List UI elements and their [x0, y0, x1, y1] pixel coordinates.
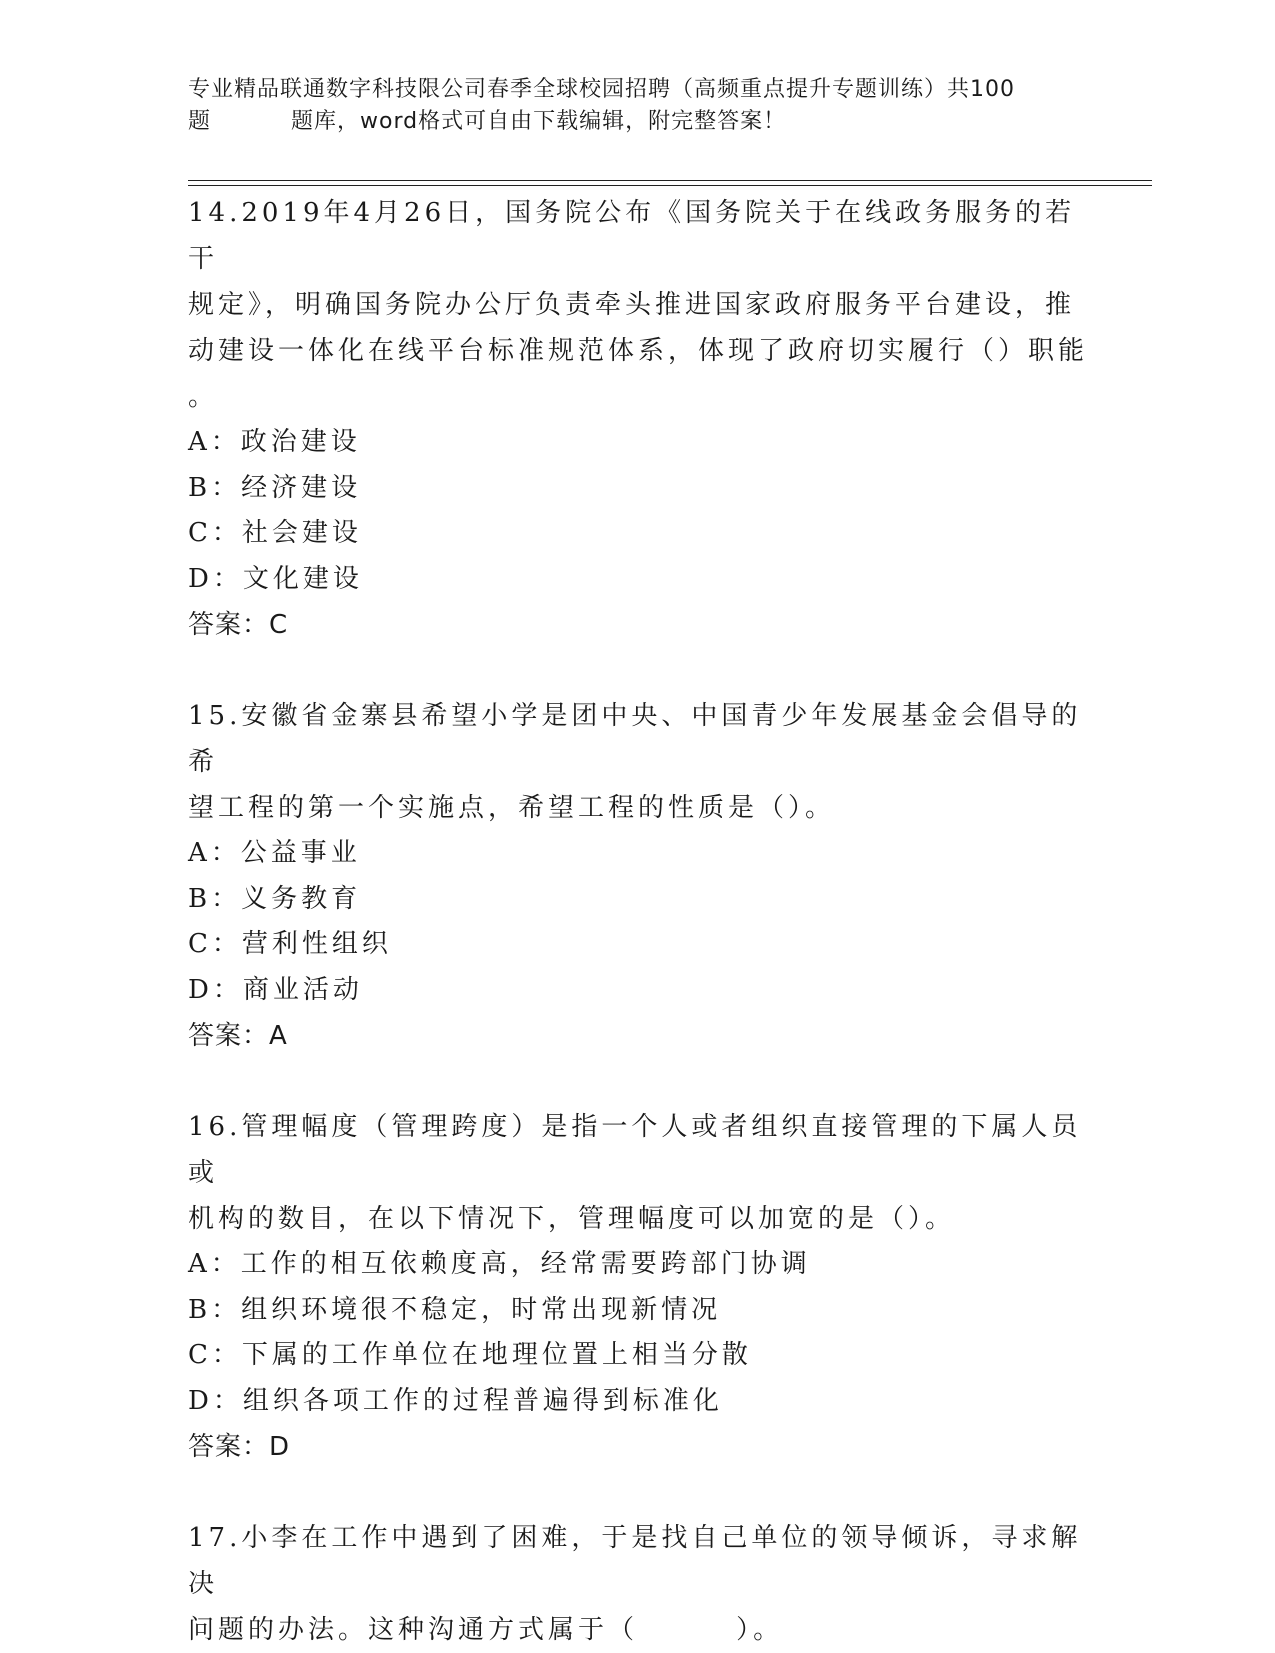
- question-14: [188, 190, 1088, 648]
- question-stem-line: 16.管理幅度（管理跨度）是指一个人或者组织直接管理的下属人员或: [188, 1112, 1082, 1188]
- question-list: [188, 190, 1088, 1653]
- header-divider-bottom: [188, 185, 1152, 186]
- option-b: B：经济建设: [188, 472, 362, 503]
- question-stem-line: 问题的办法。这种沟通方式属于（ ）。: [188, 1615, 784, 1645]
- option-c: C：营利性组织: [188, 929, 392, 959]
- option-a: A：公益事业: [188, 838, 361, 868]
- question-stem-line: 17.小李在工作中遇到了困难，于是找自己单位的领导倾诉，寻求解决: [188, 1523, 1082, 1599]
- option-d: D：组织各项工作的过程普遍得到标准化: [188, 1385, 723, 1416]
- question-17: [188, 1515, 1088, 1653]
- question-16: [188, 1104, 1088, 1470]
- header-title-line2-b: 题库，word格式可自由下载编辑，附完整答案！: [291, 109, 787, 134]
- question-stem-line: 14.2019年4月26日，国务院公布《国务院关于在线政务服务的若干: [188, 198, 1076, 274]
- option-a: A：工作的相互依赖度高，经常需要跨部门协调: [188, 1249, 811, 1279]
- question-15: [188, 693, 1088, 1059]
- question-stem-line: 。: [188, 382, 219, 412]
- question-stem-line: 动建设一体化在线平台标准规范体系，体现了政府切实履行（）职能: [188, 336, 1089, 366]
- question-stem-line: 望工程的第一个实施点，希望工程的性质是（）。: [188, 793, 836, 823]
- option-b: B：义务教育: [188, 883, 362, 914]
- option-d: D：文化建设: [188, 563, 363, 594]
- answer-line: 答案：A: [188, 1021, 288, 1051]
- header-title-line1: 专业精品联通数字科技限公司春季全球校园招聘（高频重点提升专题训练）共100: [188, 77, 1015, 102]
- option-c: C：下属的工作单位在地理位置上相当分散: [188, 1340, 752, 1370]
- question-stem-line: 机构的数目，在以下情况下，管理幅度可以加宽的是（）。: [188, 1204, 956, 1234]
- answer-line: 答案：D: [188, 1432, 291, 1462]
- option-b: B：组织环境很不稳定，时常出现新情况: [188, 1294, 722, 1325]
- question-stem-line: 规定》，明确国务院办公厅负责牵头推进国家政府服务平台建设，推: [188, 290, 1076, 320]
- option-c: C：社会建设: [188, 518, 362, 548]
- header-title-line2-a: 题: [188, 109, 212, 134]
- question-stem-line: 15.安徽省金寨县希望小学是团中央、中国青少年发展基金会倡导的希: [188, 701, 1082, 777]
- option-d: D：商业活动: [188, 974, 363, 1005]
- answer-line: 答案：C: [188, 610, 289, 640]
- header-title-line2: [188, 106, 1088, 138]
- page-header: [188, 74, 1088, 138]
- option-a: A：政治建设: [188, 427, 361, 457]
- header-divider-top: [188, 180, 1152, 181]
